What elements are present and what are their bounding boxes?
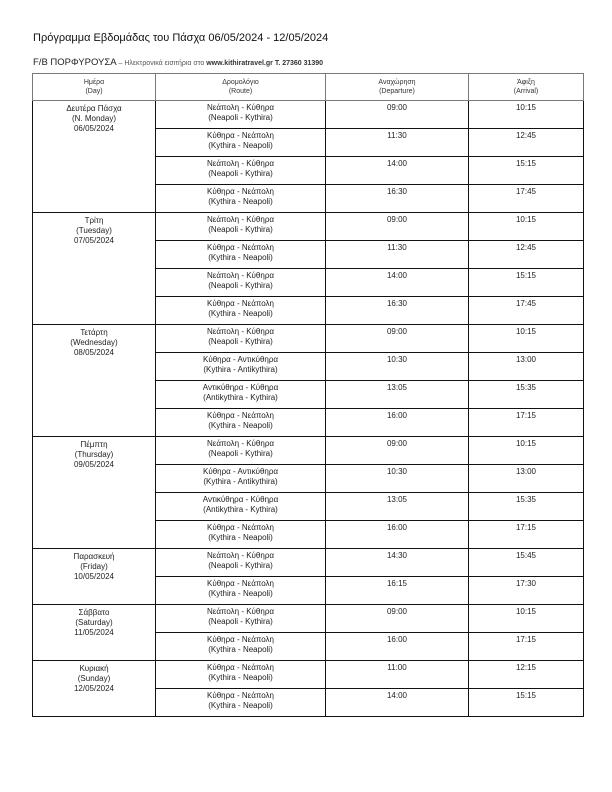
route-english: (Neapoli - Kythira)	[208, 561, 273, 570]
route-greek: Νεάπολη - Κύθηρα	[206, 271, 274, 280]
route-cell	[156, 605, 326, 633]
route-cell	[156, 493, 326, 521]
column-header-day: Ημέρα (Day)	[33, 74, 156, 101]
departure-time: 09:00	[326, 213, 469, 241]
schedule-body	[33, 101, 584, 717]
arrival-time: 12:45	[469, 241, 584, 269]
route-english: (Neapoli - Kythira)	[208, 617, 273, 626]
day-date: 07/05/2024	[73, 236, 115, 245]
day-date: 08/05/2024	[73, 348, 115, 357]
route-greek: Κύθηρα - Νεάπολη	[206, 131, 274, 140]
day-name: Δευτέρα Πάσχα	[66, 104, 122, 113]
route-cell	[156, 269, 326, 297]
route-cell	[156, 549, 326, 577]
departure-time: 16:15	[326, 577, 469, 605]
day-cell	[33, 549, 156, 605]
route-english: (Neapoli - Kythira)	[208, 281, 273, 290]
departure-time: 13:05	[326, 493, 469, 521]
route-greek: Κύθηρα - Νεάπολη	[206, 691, 274, 700]
departure-time: 14:00	[326, 689, 469, 717]
departure-time: 09:00	[326, 101, 469, 129]
table-row	[33, 101, 584, 129]
day-cell	[33, 605, 156, 661]
column-header-route: Δρομολόγιο (Route)	[156, 74, 326, 101]
route-english: (Neapoli - Kythira)	[208, 449, 273, 458]
departure-time: 11:00	[326, 661, 469, 689]
route-english: (Kythira - Antikythira)	[203, 365, 278, 374]
day-name-en: (N. Monday)	[71, 114, 116, 123]
column-header-departure: Αναχώρηση (Departure)	[326, 74, 469, 101]
day-name-en: (Sunday)	[77, 674, 111, 683]
day-name: Σάββατο	[78, 608, 110, 617]
header-row	[33, 74, 584, 101]
departure-time: 16:00	[326, 521, 469, 549]
arrival-time: 17:45	[469, 297, 584, 325]
route-cell	[156, 521, 326, 549]
day-name: Πέμπτη	[80, 440, 108, 449]
arrival-time: 10:15	[469, 325, 584, 353]
website-phone: www.kithiratravel.gr T. 27360 31390	[206, 60, 324, 67]
departure-time: 14:00	[326, 157, 469, 185]
arrival-time: 15:15	[469, 269, 584, 297]
route-greek: Κύθηρα - Νεάπολη	[206, 243, 274, 252]
arrival-time: 15:15	[469, 689, 584, 717]
route-cell	[156, 381, 326, 409]
arrival-time: 17:45	[469, 185, 584, 213]
route-english: (Neapoli - Kythira)	[208, 113, 273, 122]
route-greek: Κύθηρα - Νεάπολη	[206, 411, 274, 420]
route-english: (Kythira - Neapoli)	[208, 253, 273, 262]
departure-time: 14:30	[326, 549, 469, 577]
arrival-time: 10:15	[469, 213, 584, 241]
arrival-time: 15:35	[469, 493, 584, 521]
route-cell	[156, 409, 326, 437]
route-english: (Neapoli - Kythira)	[208, 169, 273, 178]
arrival-time: 12:45	[469, 129, 584, 157]
departure-time: 16:00	[326, 409, 469, 437]
route-greek: Νεάπολη - Κύθηρα	[206, 551, 274, 560]
departure-time: 09:00	[326, 325, 469, 353]
route-greek: Νεάπολη - Κύθηρα	[206, 215, 274, 224]
day-name-en: (Thursday)	[74, 450, 114, 459]
departure-time: 09:00	[326, 605, 469, 633]
table-row	[33, 437, 584, 465]
departure-time: 13:05	[326, 381, 469, 409]
page-subtitle	[33, 57, 323, 68]
departure-time: 11:30	[326, 129, 469, 157]
route-greek: Νεάπολη - Κύθηρα	[206, 607, 274, 616]
arrival-time: 17:30	[469, 577, 584, 605]
day-cell	[33, 661, 156, 717]
vessel-name: F/B ΠΟΡΦΥΡΟΥΣΑ	[33, 57, 117, 68]
route-english: (Kythira - Neapoli)	[208, 645, 273, 654]
arrival-time: 17:15	[469, 633, 584, 661]
route-cell	[156, 465, 326, 493]
day-name: Παρασκευή	[73, 552, 115, 561]
arrival-time: 10:15	[469, 437, 584, 465]
route-cell	[156, 437, 326, 465]
arrival-time: 17:15	[469, 409, 584, 437]
arrival-time: 15:15	[469, 157, 584, 185]
arrival-time: 15:35	[469, 381, 584, 409]
route-english: (Antikythira - Kythira)	[203, 505, 278, 514]
route-english: (Kythira - Antikythira)	[203, 477, 278, 486]
day-cell	[33, 213, 156, 325]
arrival-time: 10:15	[469, 101, 584, 129]
departure-time: 10:30	[326, 465, 469, 493]
day-name: Τετάρτη	[80, 328, 108, 337]
day-date: 10/05/2024	[73, 572, 115, 581]
day-date: 09/05/2024	[73, 460, 115, 469]
schedule-table	[32, 73, 584, 717]
route-english: (Neapoli - Kythira)	[208, 225, 273, 234]
route-greek: Νεάπολη - Κύθηρα	[206, 159, 274, 168]
day-name: Κυριακή	[79, 664, 109, 673]
route-cell	[156, 157, 326, 185]
departure-time: 11:30	[326, 241, 469, 269]
arrival-time: 12:15	[469, 661, 584, 689]
column-header-arrival: Άφιξη (Arrival)	[469, 74, 584, 101]
route-english: (Kythira - Neapoli)	[208, 533, 273, 542]
table-row	[33, 605, 584, 633]
route-cell	[156, 661, 326, 689]
route-greek: Αντικύθηρα - Κύθηρα	[202, 495, 279, 504]
route-english: (Antikythira - Kythira)	[203, 393, 278, 402]
arrival-time: 13:00	[469, 353, 584, 381]
route-cell	[156, 101, 326, 129]
route-cell	[156, 129, 326, 157]
table-row	[33, 549, 584, 577]
departure-time: 16:30	[326, 297, 469, 325]
departure-time: 16:30	[326, 185, 469, 213]
route-cell	[156, 577, 326, 605]
route-greek: Κύθηρα - Νεάπολη	[206, 523, 274, 532]
route-greek: Κύθηρα - Αντικύθηρα	[202, 467, 279, 476]
route-cell	[156, 353, 326, 381]
arrival-time: 13:00	[469, 465, 584, 493]
departure-time: 09:00	[326, 437, 469, 465]
day-date: 12/05/2024	[73, 684, 115, 693]
route-greek: Κύθηρα - Νεάπολη	[206, 299, 274, 308]
route-cell	[156, 297, 326, 325]
route-cell	[156, 241, 326, 269]
day-name-en: (Wednesday)	[70, 338, 118, 347]
route-greek: Κύθηρα - Νεάπολη	[206, 663, 274, 672]
route-greek: Κύθηρα - Νεάπολη	[206, 635, 274, 644]
route-english: (Kythira - Neapoli)	[208, 309, 273, 318]
route-english: (Kythira - Neapoli)	[208, 673, 273, 682]
route-greek: Κύθηρα - Αντικύθηρα	[202, 355, 279, 364]
route-greek: Νεάπολη - Κύθηρα	[206, 103, 274, 112]
route-english: (Neapoli - Kythira)	[208, 337, 273, 346]
ticket-note: – Ηλεκτρονικά εισιτήρια στο	[116, 60, 207, 67]
arrival-time: 15:45	[469, 549, 584, 577]
day-cell	[33, 325, 156, 437]
day-name-en: (Friday)	[80, 562, 108, 571]
route-cell	[156, 325, 326, 353]
page-title: Πρόγραμμα Εβδομάδας του Πάσχα 06/05/2024 - 12/05/2024	[33, 32, 329, 44]
day-cell	[33, 101, 156, 213]
table-row	[33, 661, 584, 689]
route-english: (Kythira - Neapoli)	[208, 589, 273, 598]
table-row	[33, 213, 584, 241]
day-date: 06/05/2024	[73, 124, 115, 133]
day-cell	[33, 437, 156, 549]
route-english: (Kythira - Neapoli)	[208, 197, 273, 206]
route-greek: Κύθηρα - Νεάπολη	[206, 579, 274, 588]
route-greek: Αντικύθηρα - Κύθηρα	[202, 383, 279, 392]
route-greek: Νεάπολη - Κύθηρα	[206, 327, 274, 336]
route-cell	[156, 185, 326, 213]
departure-time: 14:00	[326, 269, 469, 297]
route-cell	[156, 633, 326, 661]
route-english: (Kythira - Neapoli)	[208, 421, 273, 430]
route-cell	[156, 213, 326, 241]
route-greek: Νεάπολη - Κύθηρα	[206, 439, 274, 448]
day-name-en: (Saturday)	[75, 618, 113, 627]
arrival-time: 17:15	[469, 521, 584, 549]
table-row	[33, 325, 584, 353]
route-english: (Kythira - Neapoli)	[208, 141, 273, 150]
departure-time: 16:00	[326, 633, 469, 661]
arrival-time: 10:15	[469, 605, 584, 633]
day-date: 11/05/2024	[74, 628, 114, 637]
route-english: (Kythira - Neapoli)	[208, 701, 273, 710]
day-name-en: (Tuesday)	[76, 226, 112, 235]
route-greek: Κύθηρα - Νεάπολη	[206, 187, 274, 196]
day-name: Τρίτη	[84, 216, 104, 225]
departure-time: 10:30	[326, 353, 469, 381]
route-cell	[156, 689, 326, 717]
